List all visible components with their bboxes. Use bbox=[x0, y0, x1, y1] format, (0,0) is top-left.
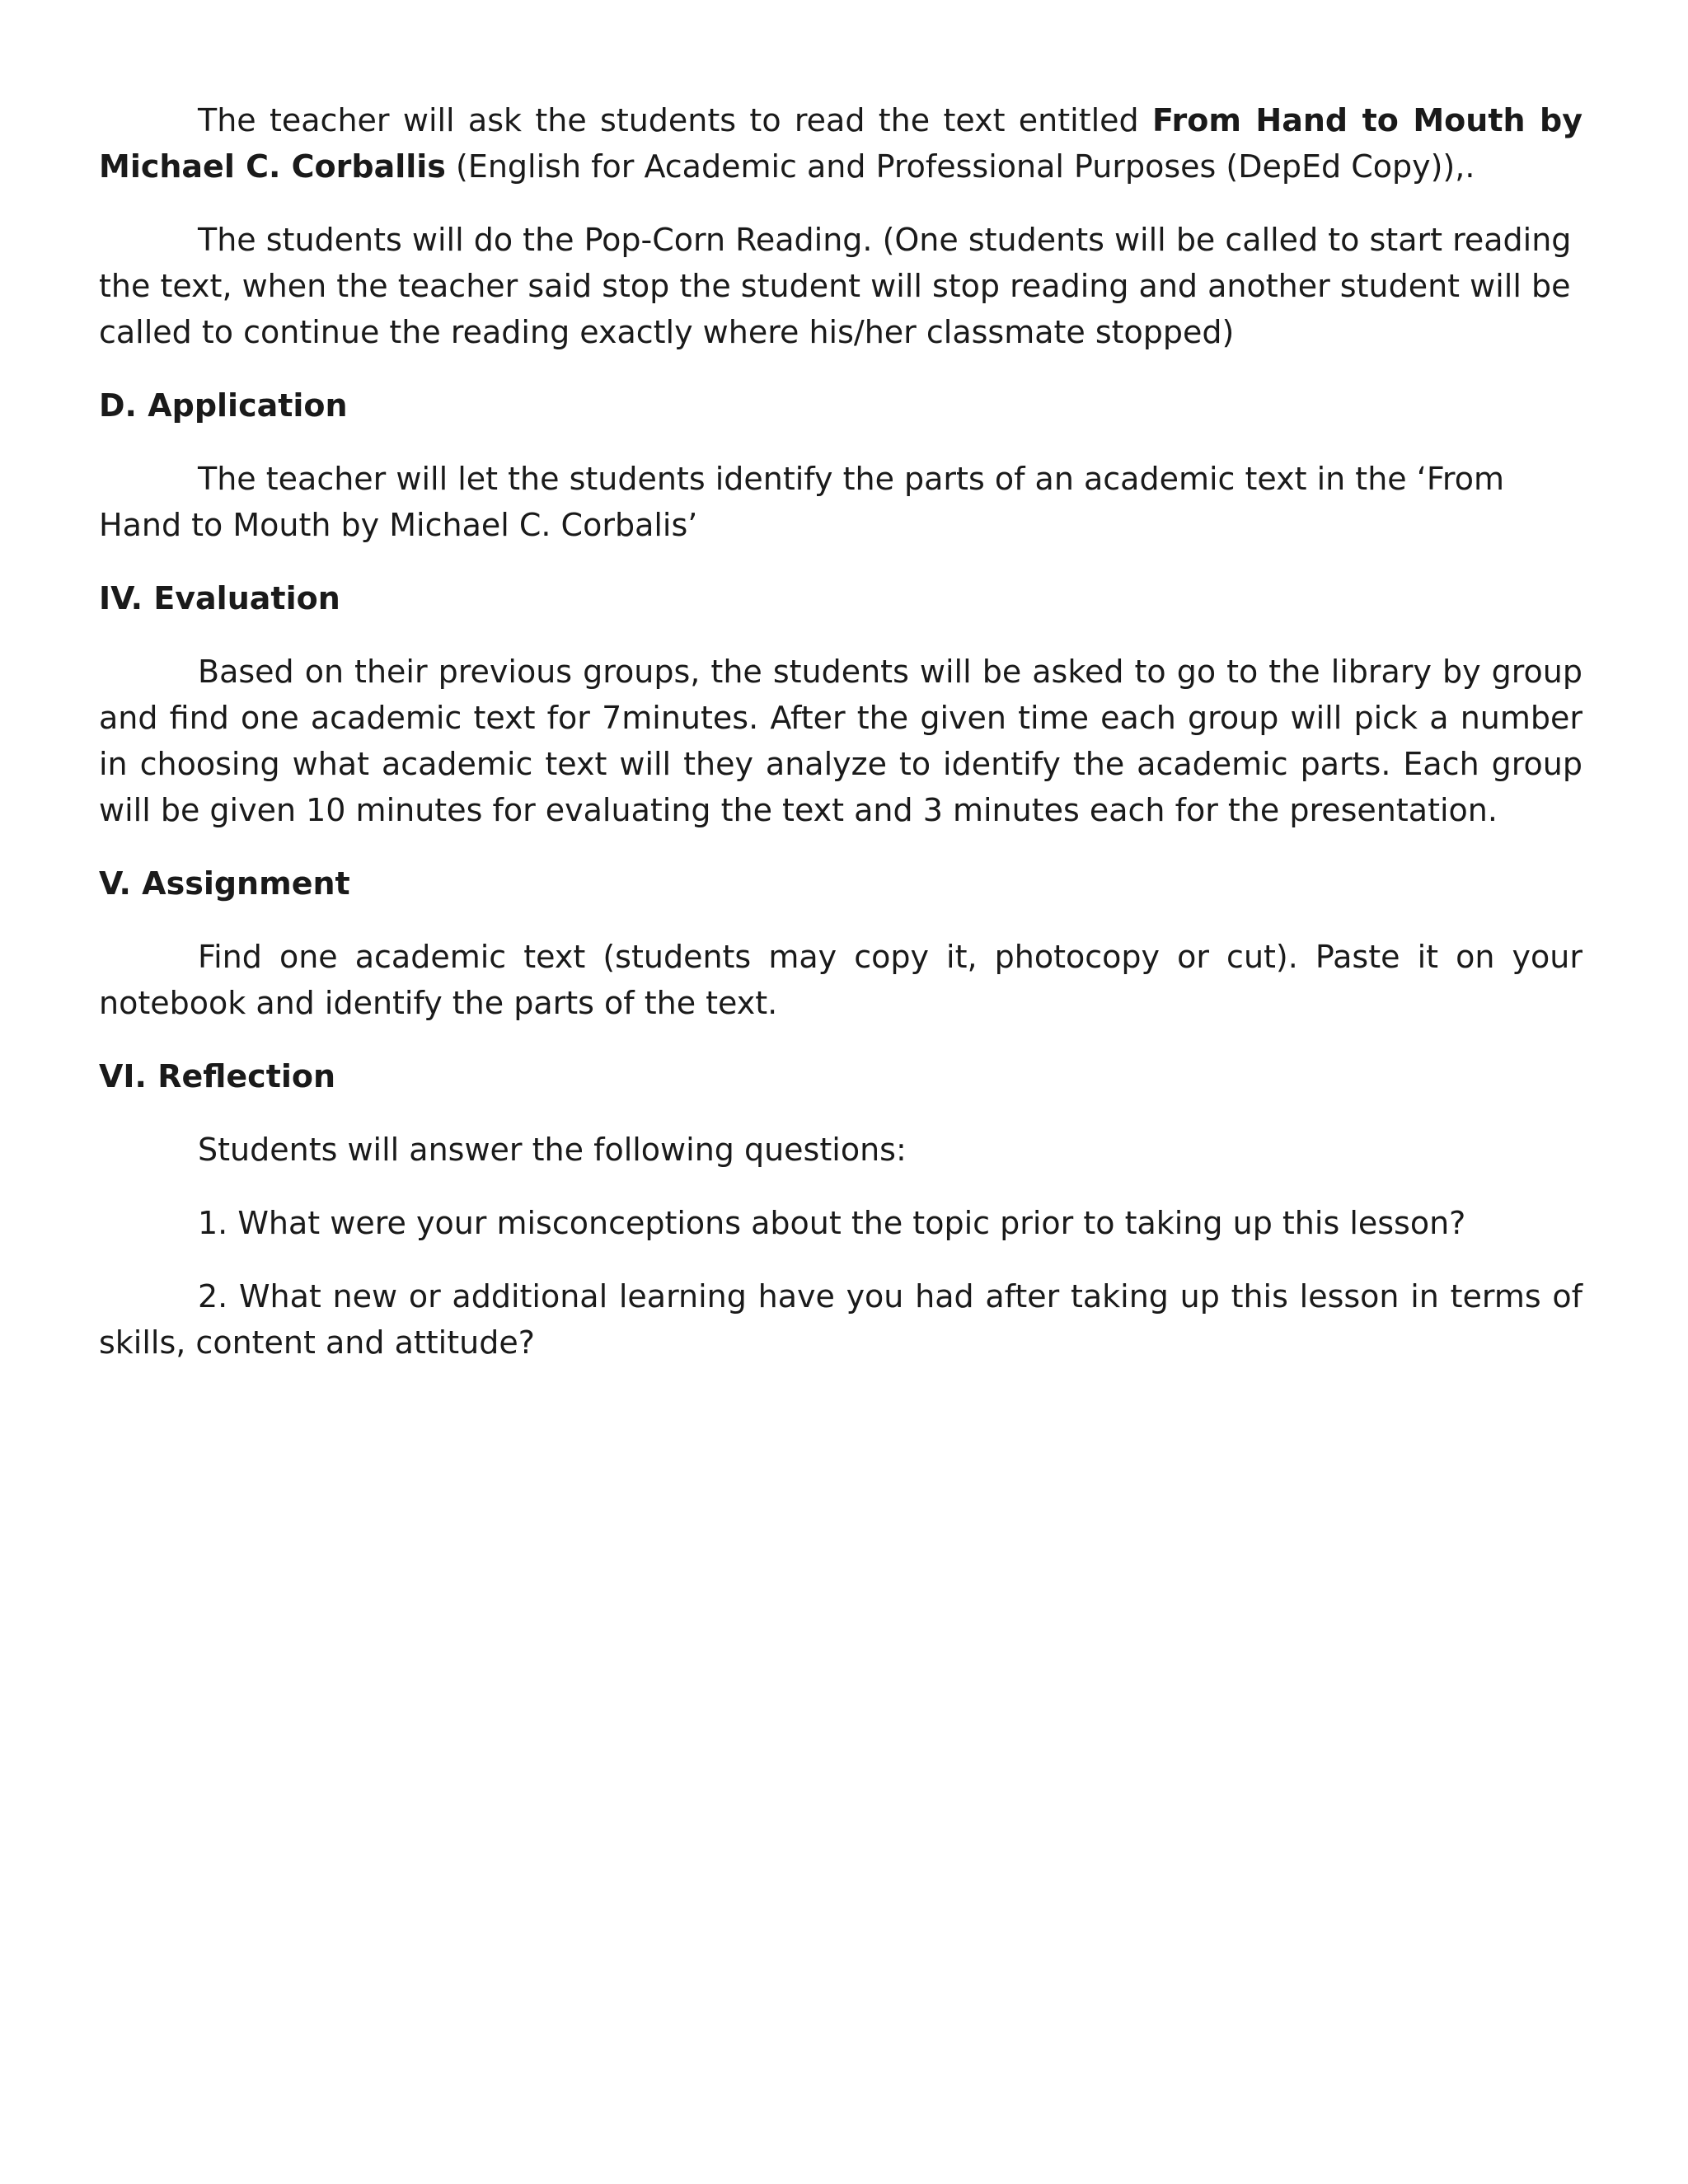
intro-suffix: (English for Academic and Professional Purposes (DepEd Copy)),. bbox=[445, 148, 1475, 185]
evaluation-paragraph: Based on their previous groups, the students will be asked to go to the library by group and find one academic text for 7minutes. After the given time each group will pick a number in choosing what academic text will they analyze to identify the academic parts. Each group will be given 10 minutes for evaluating the text and 3 minutes each for the presentation. bbox=[99, 654, 1582, 828]
application-heading: D. Application bbox=[99, 387, 348, 424]
assignment-paragraph: Find one academic text (students may copy it, photocopy or cut). Paste it on your notebook and identify the parts of the text. bbox=[99, 939, 1582, 1021]
reflection-intro: Students will answer the following questions: bbox=[198, 1132, 907, 1168]
reflection-question-1: 1. What were your misconceptions about the topic prior to taking up this lesson? bbox=[198, 1205, 1466, 1241]
text-title: From Hand to Mouth by Michael C. Corballis bbox=[99, 102, 1582, 185]
intro-paragraph bbox=[99, 97, 1582, 190]
application-paragraph: The teacher will let the students identify the parts of an academic text in the ‘From Hand to Mouth by Michael C. Corbalis’ bbox=[99, 461, 1504, 543]
popcorn-reading-paragraph: The students will do the Pop-Corn Reading. (One students will be called to start reading the text, when the teacher said stop the student will stop reading and another student will be called to continue the reading exactly where his/her classmate stopped) bbox=[99, 222, 1572, 350]
assignment-heading: V. Assignment bbox=[99, 865, 350, 902]
reflection-question-2: 2. What new or additional learning have you had after taking up this lesson in terms of skills, content and attitude? bbox=[99, 1278, 1582, 1361]
intro-prefix: The teacher will ask the students to read the text entitled bbox=[198, 102, 1152, 138]
document-page bbox=[99, 97, 1582, 1393]
evaluation-heading: IV. Evaluation bbox=[99, 580, 340, 616]
reflection-heading: VI. Reflection bbox=[99, 1058, 336, 1094]
